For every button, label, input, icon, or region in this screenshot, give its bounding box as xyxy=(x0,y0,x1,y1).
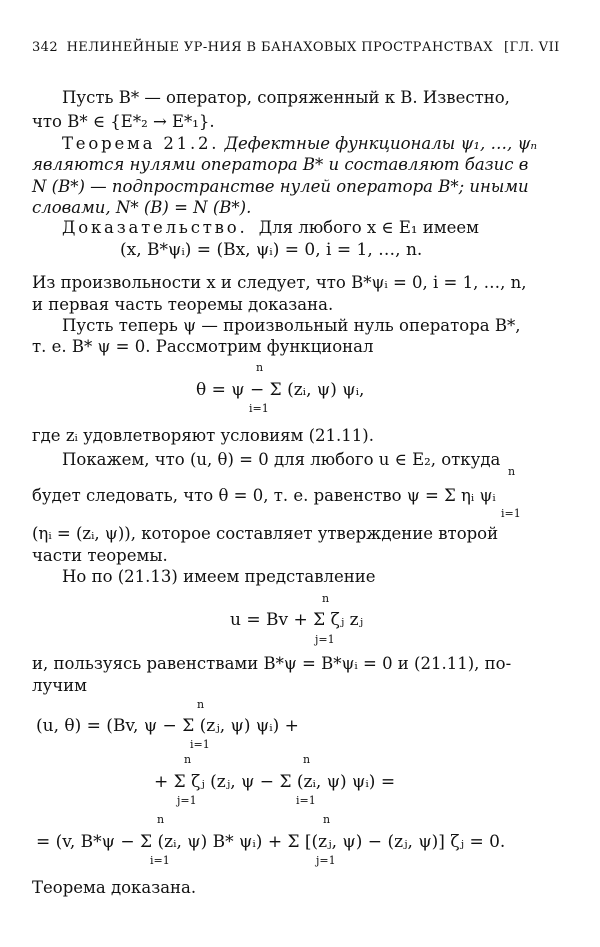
text-line: Пусть теперь ψ — произвольный нуль оператора B*, xyxy=(62,316,521,335)
chapter-label: [ГЛ. VII xyxy=(504,40,560,55)
theorem-text: словами, N* (B) = N (B*). xyxy=(32,198,252,217)
text-line: что B* ∈ {E*₂ → E*₁}. xyxy=(32,112,215,131)
sum-lower-limit: i=1 xyxy=(190,738,210,751)
text-line: Покажем, что (u, θ) = 0 для любого u ∈ E₂, откуда xyxy=(62,450,501,469)
sum-lower-limit: j=1 xyxy=(315,633,335,646)
proof-text: Для любого x ∈ E₁ имеем xyxy=(258,218,479,237)
theorem-text: Дефектные функционалы ψ₁, …, ψₙ xyxy=(224,134,538,153)
sum-upper-limit: n xyxy=(323,813,331,826)
sum-upper-limit: n xyxy=(508,465,516,478)
equation-1: (x, B*ψᵢ) = (Bx, ψᵢ) = 0, i = 1, …, n. xyxy=(120,240,423,260)
sum-upper-limit: n xyxy=(303,753,311,766)
text-line: части теоремы. xyxy=(32,546,168,565)
text-line: где zᵢ удовлетворяют условиям (21.11). xyxy=(32,426,374,445)
running-title: НЕЛИНЕЙНЫЕ УР-НИЯ В БАНАХОВЫХ ПРОСТРАНСТВАХ xyxy=(66,40,493,55)
equation-4-line-1: (u, θ) = (Bv, ψ − Σ (zⱼ, ψ) ψᵢ) + xyxy=(36,716,299,736)
theorem-text: являются нулями оператора B* и составляют базис в xyxy=(32,155,529,174)
equation-3: u = Bv + Σ ζⱼ zⱼ xyxy=(230,610,364,630)
theorem-label: Теорема 21.2. xyxy=(62,134,220,153)
sum-lower-limit: j=1 xyxy=(177,794,197,807)
text-line: т. е. B* ψ = 0. Рассмотрим функционал xyxy=(32,337,374,356)
sum-upper-limit: n xyxy=(184,753,192,766)
text-line: Теорема доказана. xyxy=(32,878,197,897)
text-line: (ηᵢ = (zᵢ, ψ)), которое составляет утверждение второй xyxy=(32,524,499,543)
text-line: будет следовать, что θ = 0, т. е. равенство ψ = Σ ηᵢ ψᵢ xyxy=(32,486,496,505)
equation-4-line-3: = (v, B*ψ − Σ (zᵢ, ψ) B* ψᵢ) + Σ [(zⱼ, ψ) − (zⱼ, ψ)] ζⱼ = 0. xyxy=(36,832,506,852)
sum-upper-limit: n xyxy=(256,361,264,374)
sum-upper-limit: n xyxy=(157,813,165,826)
page-header xyxy=(32,40,572,55)
sum-lower-limit: i=1 xyxy=(249,402,269,415)
text-line: Пусть B* — оператор, сопряженный к B. Известно, xyxy=(62,88,510,107)
text-line: Из произвольности x и следует, что B*ψᵢ = 0, i = 1, …, n, xyxy=(32,273,527,292)
theorem-heading xyxy=(62,134,537,154)
sum-upper-limit: n xyxy=(322,592,330,605)
sum-lower-limit: i=1 xyxy=(296,794,316,807)
text-line: лучим xyxy=(32,676,87,695)
sum-lower-limit: i=1 xyxy=(501,507,521,520)
text-line: и, пользуясь равенствами B*ψ = B*ψᵢ = 0 и (21.11), по- xyxy=(32,654,512,673)
text-line: и первая часть теоремы доказана. xyxy=(32,295,334,314)
equation-2: θ = ψ − Σ (zᵢ, ψ) ψᵢ, xyxy=(196,380,365,400)
sum-lower-limit: j=1 xyxy=(316,854,336,867)
proof-label: Доказательство. xyxy=(62,218,248,237)
page-number: 342 xyxy=(32,40,59,55)
equation-4-line-2: + Σ ζⱼ (zⱼ, ψ − Σ (zᵢ, ψ) ψᵢ) = xyxy=(154,772,396,792)
proof-heading xyxy=(62,218,479,238)
text-line: Но по (21.13) имеем представление xyxy=(62,567,376,586)
sum-upper-limit: n xyxy=(197,698,205,711)
theorem-text: N (B*) — подпространстве нулей оператора B*; иными xyxy=(32,177,529,196)
sum-lower-limit: i=1 xyxy=(150,854,170,867)
